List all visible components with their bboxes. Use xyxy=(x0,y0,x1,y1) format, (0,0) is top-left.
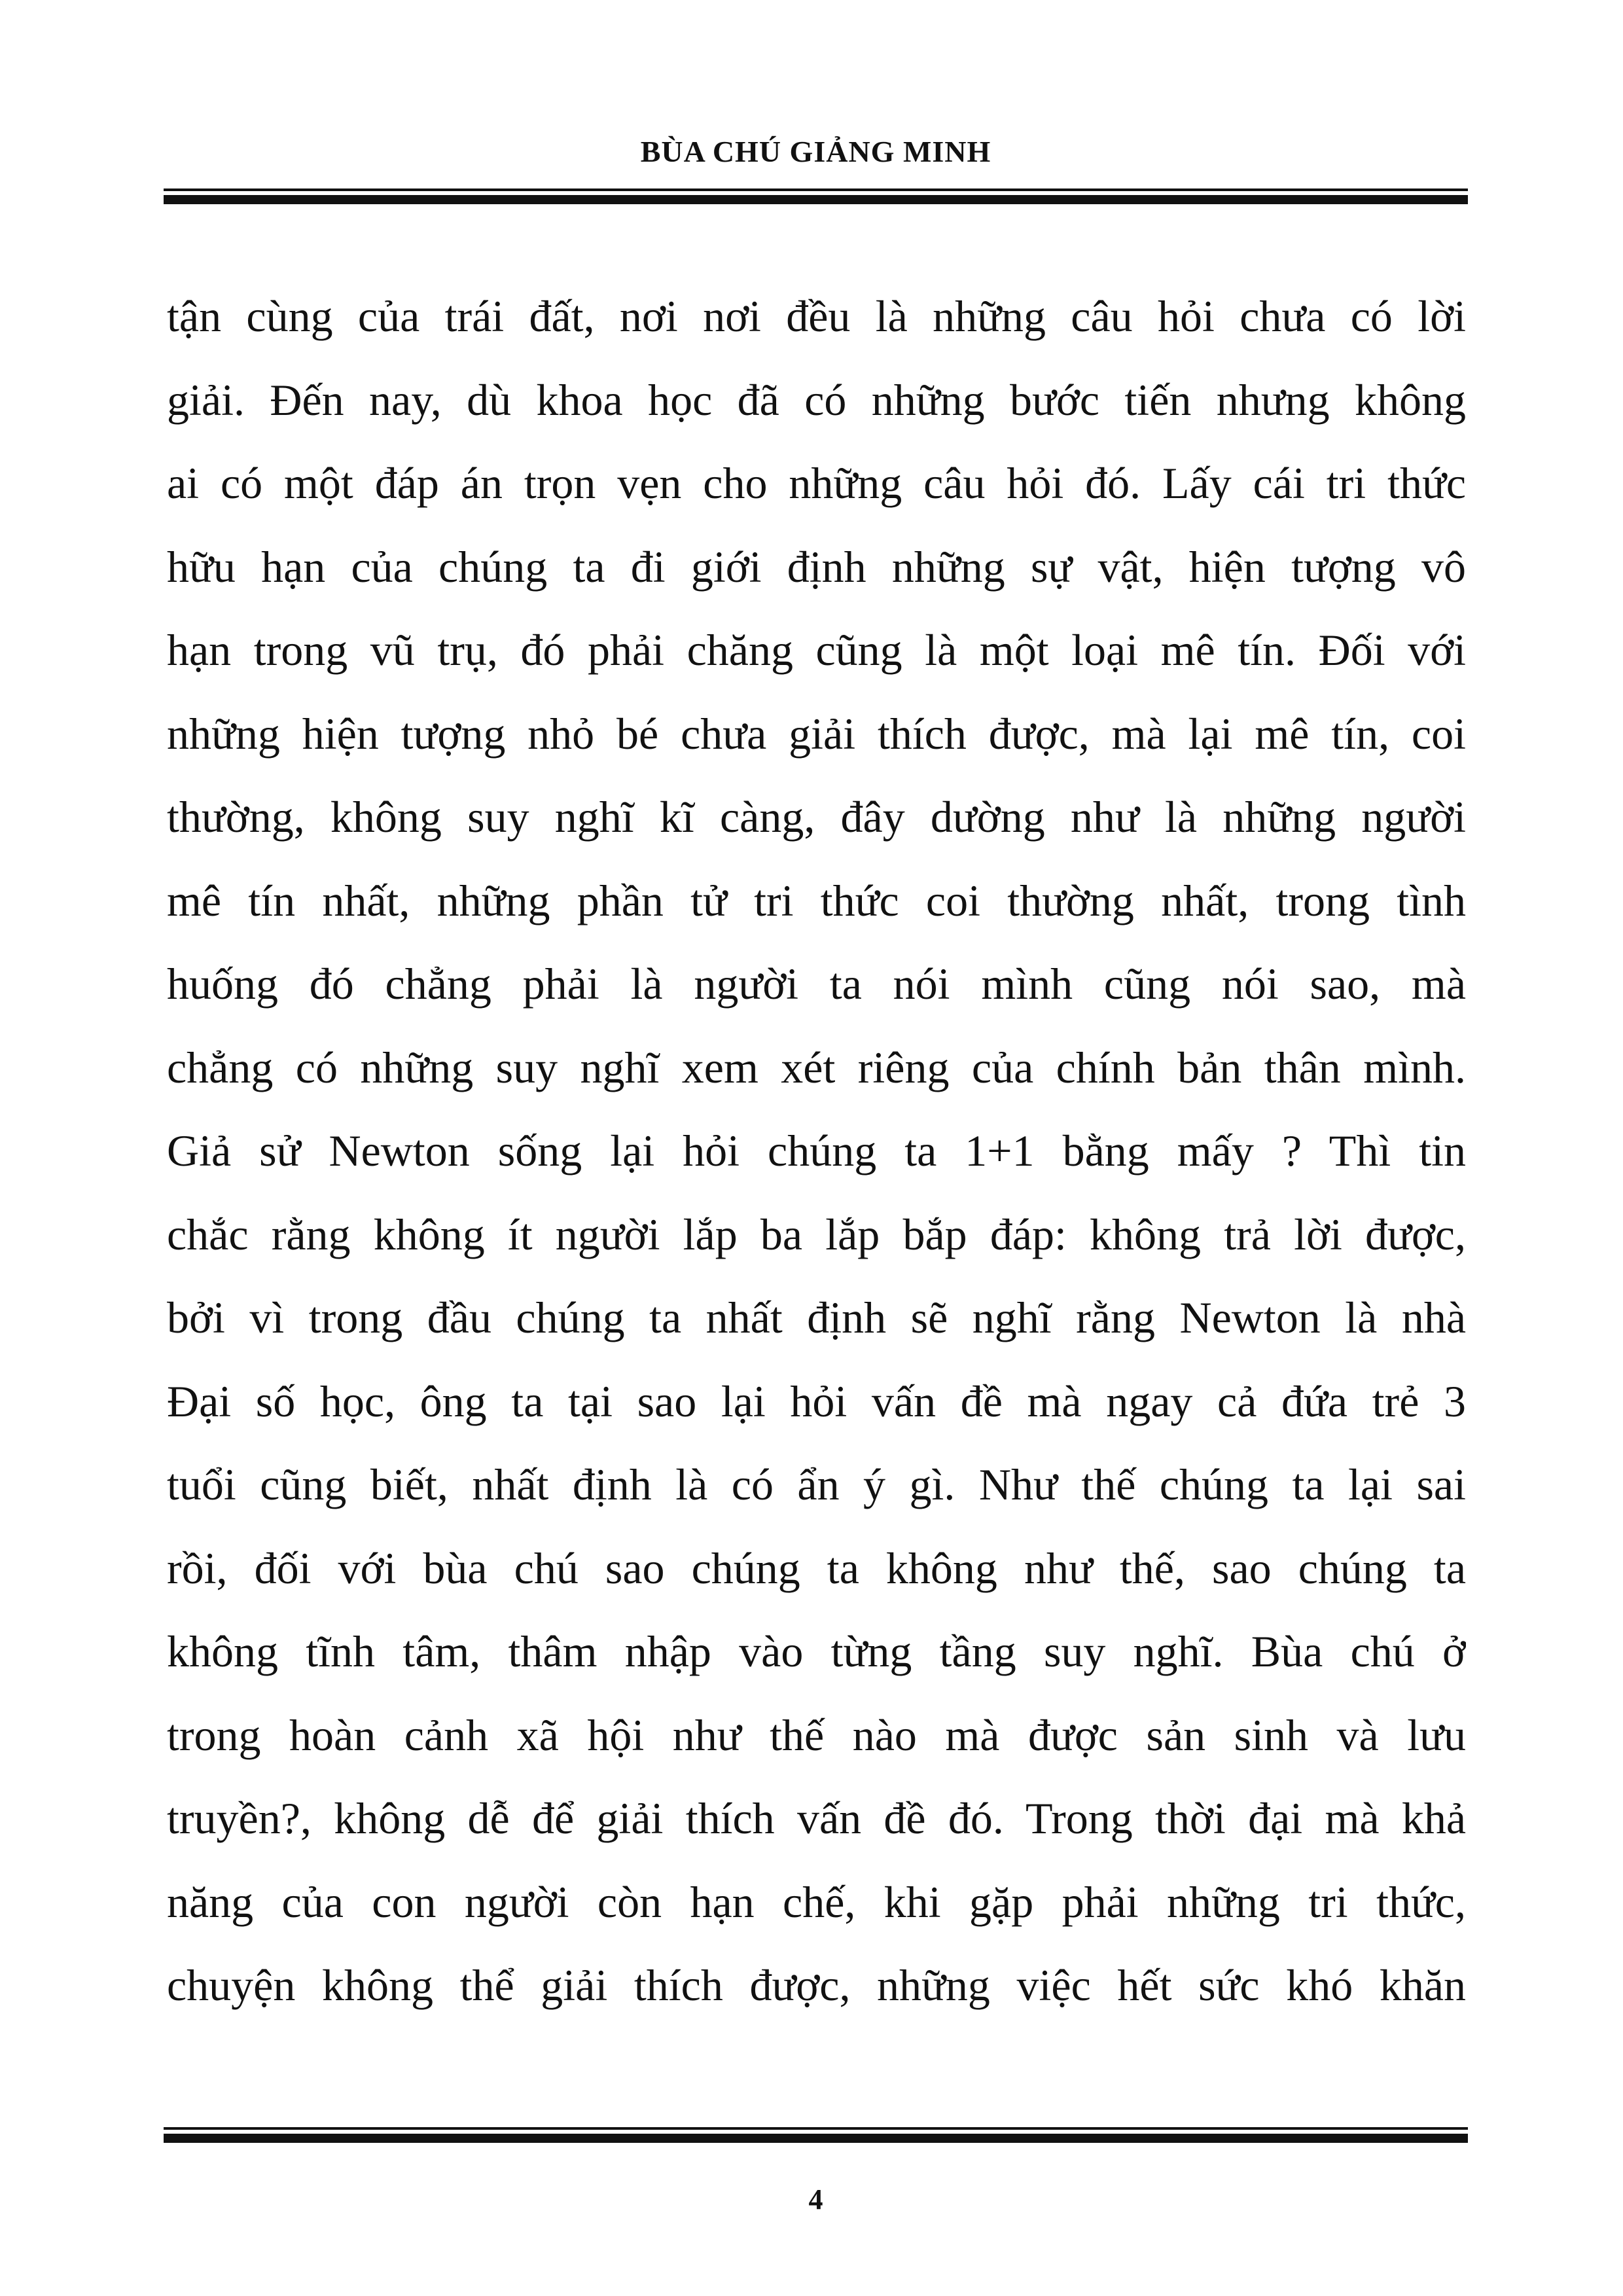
body-line: chuyện không thể giải thích được, những việc hết sức khó khăn xyxy=(167,1960,1466,2010)
body-line: rồi, đối với bùa chú sao chúng ta không như thế, sao chúng ta xyxy=(167,1543,1466,1593)
body-line: tuổi cũng biết, nhất định là có ẩn ý gì. Như thế chúng ta lại sai xyxy=(167,1460,1466,1509)
body-line: tận cùng của trái đất, nơi nơi đều là những câu hỏi chưa có lời xyxy=(167,291,1466,341)
body-line: mê tín nhất, những phần tử tri thức coi thường nhất, trong tình xyxy=(167,875,1466,925)
header-rule-thick xyxy=(164,195,1468,204)
body-line: bởi vì trong đầu chúng ta nhất định sẽ nghĩ rằng Newton là nhà xyxy=(167,1293,1466,1342)
body-line: trong hoàn cảnh xã hội như thế nào mà được sản sinh và lưu xyxy=(167,1710,1466,1760)
body-line: không tĩnh tâm, thâm nhập vào từng tầng suy nghĩ. Bùa chú ở xyxy=(167,1626,1466,1676)
footer-rule xyxy=(164,2127,1468,2143)
body-paragraph xyxy=(167,275,1466,2028)
header-rule-thin xyxy=(164,188,1468,191)
body-line: Giả sử Newton sống lại hỏi chúng ta 1+1 bằng mấy ? Thì tin xyxy=(167,1126,1466,1175)
footer-rule-thick xyxy=(164,2134,1468,2143)
body-line: chắc rằng không ít người lắp ba lắp bắp đáp: không trả lời được, xyxy=(167,1209,1466,1259)
body-line: chẳng có những suy nghĩ xem xét riêng của chính bản thân mình. xyxy=(167,1042,1466,1092)
body-line: truyền?, không dễ để giải thích vấn đề đó. Trong thời đại mà khả xyxy=(167,1793,1466,1843)
body-line: Đại số học, ông ta tại sao lại hỏi vấn đề mà ngay cả đứa trẻ 3 xyxy=(167,1376,1466,1426)
footer-rule-thin xyxy=(164,2127,1468,2130)
body-line: thường, không suy nghĩ kĩ càng, đây dường như là những người xyxy=(167,792,1466,842)
header-rule xyxy=(164,188,1468,204)
page-number: 4 xyxy=(808,2183,823,2215)
body-line: những hiện tượng nhỏ bé chưa giải thích được, mà lại mê tín, coi xyxy=(167,708,1466,759)
body-line: hạn trong vũ trụ, đó phải chăng cũng là một loại mê tín. Đối với xyxy=(167,625,1466,675)
body-line: ai có một đáp án trọn vẹn cho những câu hỏi đó. Lấy cái tri thức xyxy=(167,458,1466,508)
body-line: giải. Đến nay, dù khoa học đã có những bước tiến nhưng không xyxy=(167,374,1466,425)
body-line: huống đó chẳng phải là người ta nói mình cũng nói sao, mà xyxy=(167,959,1466,1009)
body-line: hữu hạn của chúng ta đi giới định những sự vật, hiện tượng vô xyxy=(167,541,1466,592)
running-header: BÙA CHÚ GIẢNG MINH xyxy=(640,135,991,168)
body-line: năng của con người còn hạn chế, khi gặp phải những tri thức, xyxy=(167,1876,1466,1927)
